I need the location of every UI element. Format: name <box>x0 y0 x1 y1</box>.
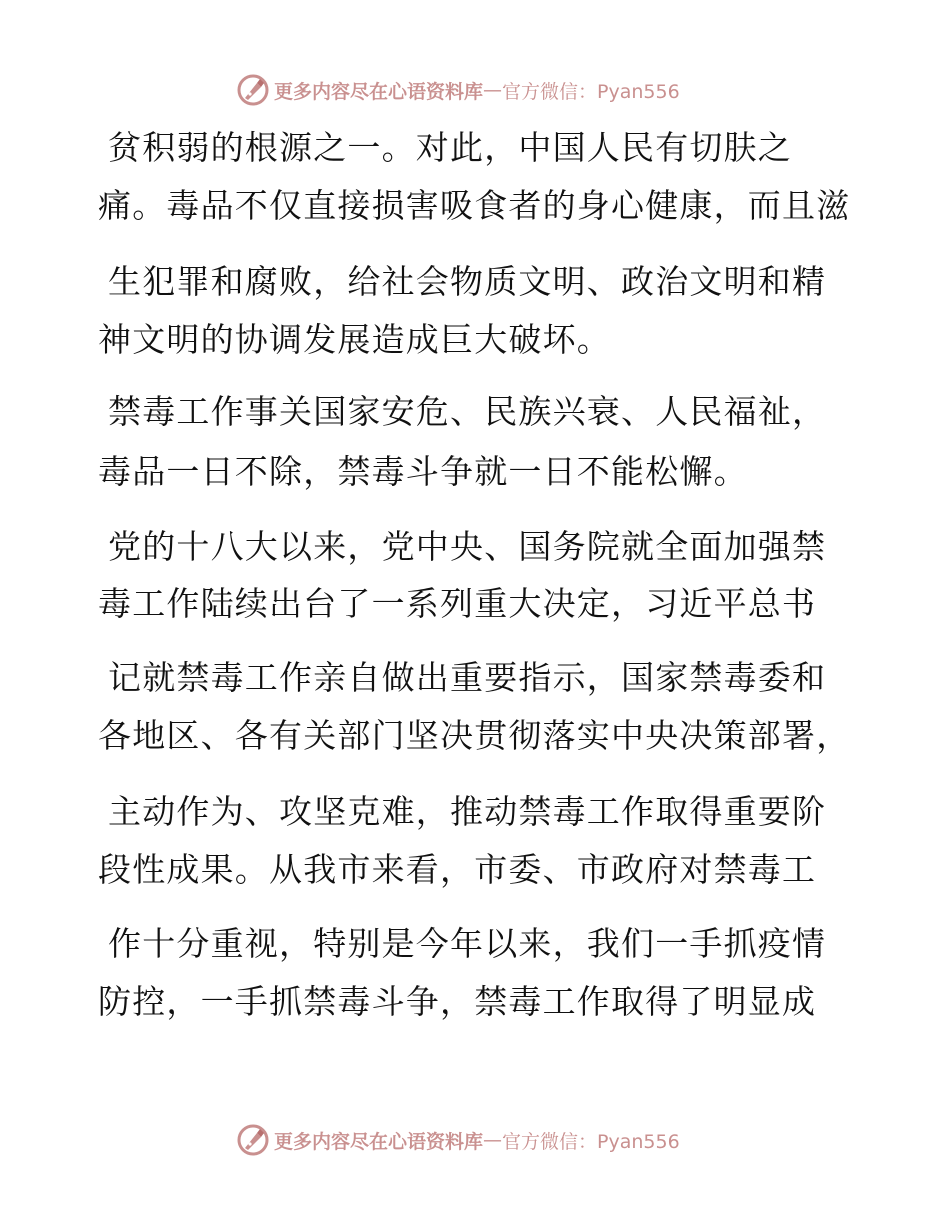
text-line: 贫积弱的根源之一。对此，中国人民有切肤之 <box>108 128 792 167</box>
watermark-sub-text: 官方微信：Pyan556 <box>502 80 680 103</box>
text-line: 毒品一日不除，禁毒斗争就一日不能松懈。 <box>98 452 748 491</box>
text-line: 记就禁毒工作亲自做出重要指示，国家禁毒委和 <box>108 658 827 697</box>
text-line: 主动作为、攻坚克难，推动禁毒工作取得重要阶 <box>108 792 827 831</box>
watermark-separator: — <box>483 79 503 101</box>
footer-watermark <box>236 1122 680 1158</box>
text-line: 毒工作陆续出台了一系列重大决定，习近平总书 <box>98 584 817 623</box>
watermark-sub-text: 官方微信：Pyan556 <box>502 1130 680 1153</box>
text-line: 党的十八大以来，党中央、国务院就全面加强禁 <box>108 527 827 566</box>
pen-nib-logo-icon <box>236 73 270 107</box>
text-line: 禁毒工作事关国家安危、民族兴衰、人民福祉， <box>108 392 827 431</box>
watermark-separator: — <box>483 1129 503 1151</box>
header-watermark <box>236 72 680 108</box>
text-line: 防控，一手抓禁毒斗争，禁毒工作取得了明显成 <box>98 982 817 1021</box>
text-line: 生犯罪和腐败，给社会物质文明、政治文明和精 <box>108 262 827 301</box>
watermark-main-text: 更多内容尽在心语资料库 <box>274 80 484 103</box>
text-line: 神文明的协调发展造成巨大破坏。 <box>98 320 611 359</box>
text-line: 段性成果。从我市来看，市委、市政府对禁毒工 <box>98 850 817 889</box>
text-line: 痛。毒品不仅直接损害吸食者的身心健康，而且滋 <box>98 186 851 225</box>
watermark-main-text: 更多内容尽在心语资料库 <box>274 1130 484 1153</box>
text-line: 各地区、各有关部门坚决贯彻落实中央决策部署， <box>98 716 851 755</box>
text-line: 作十分重视，特别是今年以来，我们一手抓疫情 <box>108 924 827 963</box>
pen-nib-logo-icon <box>236 1123 270 1157</box>
